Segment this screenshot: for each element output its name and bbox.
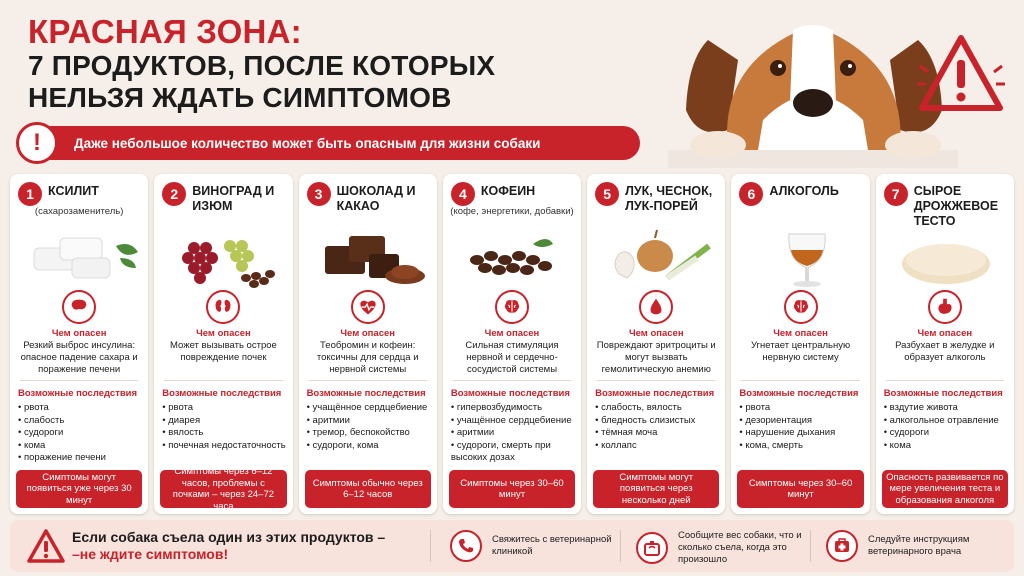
consequence-item: • поражение печени [18, 452, 144, 465]
why-dangerous-text: Теобромин и кофеин: токсичны для сердца и нервной системы [316, 340, 419, 375]
consequence-item: • почечная недостаточность [162, 440, 288, 453]
why-dangerous-label: Чем опасен [51, 328, 107, 339]
why-dangerous-text: Разбухает в желудке и образует алкоголь [895, 340, 995, 363]
bottom-message-line-1: Если собака съела один из этих продуктов – [72, 529, 386, 545]
card-number: 1 [18, 182, 42, 206]
consequence-item: • гипервозбудимость [451, 402, 577, 415]
consequences-list [162, 402, 288, 452]
divider [20, 380, 138, 381]
product-image [741, 226, 865, 288]
consequences-list [884, 402, 1010, 452]
consequence-item: • алкогольное отравление [884, 415, 1010, 428]
product-name: ШОКОЛАД И КАКАО [336, 184, 416, 213]
action-report-info [636, 530, 808, 566]
symptoms-footer: Симптомы через 6–12 часов, проблемы с почками – через 24–72 часа [160, 470, 286, 508]
title-line-1: КРАСНАЯ ЗОНА: [28, 13, 302, 50]
symptoms-footer: Симптомы через 30–60 минут [449, 470, 575, 508]
product-name: ВИНОГРАД И ИЗЮМ [192, 184, 275, 213]
kidney-icon [206, 290, 240, 324]
product-card [154, 174, 292, 514]
consequence-item: • кома [18, 440, 144, 453]
consequences-label: Возможные последствия [595, 388, 715, 399]
consequence-item: • нарушение дыхания [739, 427, 865, 440]
consequence-item: • рвота [162, 402, 288, 415]
symptoms-footer: Симптомы обычно через 6–12 часов [305, 470, 431, 508]
consequences-list [18, 402, 144, 465]
product-image [20, 226, 144, 288]
divider [430, 530, 431, 562]
title-line-2: 7 ПРОДУКТОВ, ПОСЛЕ КОТОРЫХ [28, 50, 496, 81]
consequence-item: • тёмная моча [595, 427, 721, 440]
consequence-item: • коллапс [595, 440, 721, 453]
product-subtitle: (сахарозаменитель) [34, 206, 124, 217]
product-card [731, 174, 869, 514]
consequence-item: • аритмии [307, 415, 433, 428]
product-cards [10, 174, 1014, 514]
product-card [299, 174, 437, 514]
why-dangerous-label: Чем опасен [484, 328, 540, 339]
action-text: Следуйте инструкциям ветеринарного врача [868, 534, 970, 557]
card-number: 6 [739, 182, 763, 206]
phone-icon [450, 530, 482, 562]
why-dangerous-text: Может вызывать острое повреждение почек [170, 340, 277, 363]
warning-banner-text: Даже небольшое количество может быть опасным для жизни собаки [74, 135, 541, 151]
page-title [28, 14, 495, 114]
divider [309, 380, 427, 381]
action-text: Сообщите вес собаки, что и сколько съела, когда это произошло [678, 530, 802, 565]
consequences-list [307, 402, 433, 452]
bottom-message-line-2: –не ждите симптомов! [72, 546, 229, 562]
product-image [309, 226, 433, 288]
dog-illustration [668, 0, 958, 168]
stomach-icon [928, 290, 962, 324]
liver-icon [62, 290, 96, 324]
card-number: 4 [451, 182, 475, 206]
consequences-label: Возможные последствия [739, 388, 859, 399]
title-line-3: НЕЛЬЗЯ ЖДАТЬ СИМПТОМОВ [28, 82, 452, 113]
blood-drop-icon [639, 290, 673, 324]
why-dangerous-label: Чем опасен [628, 328, 684, 339]
card-number: 7 [884, 182, 908, 206]
symptoms-footer: Симптомы могут появиться уже через 30 минут [16, 470, 142, 508]
divider [164, 380, 282, 381]
why-dangerous-label: Чем опасен [340, 328, 396, 339]
product-image [886, 226, 1010, 288]
card-number: 3 [307, 182, 331, 206]
consequence-item: • рвота [739, 402, 865, 415]
consequences-label: Возможные последствия [18, 388, 138, 399]
warning-triangle-icon [916, 32, 1006, 116]
product-subtitle: (кофе, энергетики, добавки) [450, 206, 574, 217]
consequence-item: • аритмии [451, 427, 577, 440]
divider [810, 530, 811, 562]
action-call-clinic [450, 530, 622, 562]
symptoms-footer: Опасность развивается по мере увеличения теста и образования алкоголя [882, 470, 1008, 508]
consequence-item: • судороги [18, 427, 144, 440]
first-aid-icon [826, 530, 858, 562]
consequence-item: • учащённое сердцебиение [451, 415, 577, 428]
action-follow-instructions [826, 530, 998, 562]
why-dangerous-text: Сильная стимуляция нервной и сердечно-сосудистой системы [465, 340, 559, 375]
warning-banner [18, 126, 640, 160]
bottom-bar [10, 520, 1014, 572]
consequence-item: • слабость [18, 415, 144, 428]
consequence-item: • дезориентация [739, 415, 865, 428]
divider [620, 530, 621, 562]
symptoms-footer: Симптомы через 30–60 минут [737, 470, 863, 508]
symptoms-footer: Симптомы могут появиться через несколько дней [593, 470, 719, 508]
warning-triangle-icon [26, 528, 66, 564]
product-card [876, 174, 1014, 514]
consequence-item: • учащённое сердцебиение [307, 402, 433, 415]
consequence-item: • вздутие живота [884, 402, 1010, 415]
product-name: СЫРОЕ ДРОЖЖЕВОЕ ТЕСТО [913, 184, 999, 228]
consequence-item: • судороги, кома [307, 440, 433, 453]
divider [886, 380, 1004, 381]
scale-icon [636, 532, 668, 564]
product-card [587, 174, 725, 514]
heart-pulse-icon [351, 290, 385, 324]
product-card [10, 174, 148, 514]
card-number: 2 [162, 182, 186, 206]
why-dangerous-text: Повреждают эритроциты и могут вызвать гемолитическую анемию [596, 340, 716, 375]
consequence-item: • тремор, беспокойство [307, 427, 433, 440]
product-image [164, 226, 288, 288]
consequences-label: Возможные последствия [162, 388, 282, 399]
product-name: ЛУК, ЧЕСНОК, ЛУК-ПОРЕЙ [625, 184, 713, 213]
consequence-item: • кома, смерть [739, 440, 865, 453]
consequence-item: • судороги [884, 427, 1010, 440]
why-dangerous-text: Резкий выброс инсулина: опасное падение сахара и поражение печени [20, 340, 138, 375]
consequence-item: • судороги, смерть при высоких дозах [451, 440, 577, 465]
product-image [453, 226, 577, 288]
brain-icon [495, 290, 529, 324]
exclamation-icon: ! [16, 122, 58, 164]
product-name: АЛКОГОЛЬ [769, 184, 839, 198]
action-text: Свяжитесь с ветеринарной клиникой [492, 534, 612, 557]
bottom-message [72, 529, 385, 563]
divider [741, 380, 859, 381]
consequence-item: • бледность слизистых [595, 415, 721, 428]
consequences-label: Возможные последствия [450, 388, 570, 399]
consequence-item: • рвота [18, 402, 144, 415]
why-dangerous-label: Чем опасен [773, 328, 828, 339]
why-dangerous-label: Чем опасен [917, 328, 973, 339]
consequence-item: • вялость [162, 427, 288, 440]
consequences-list [451, 402, 577, 465]
brain-icon [784, 290, 818, 324]
why-dangerous-text: Угнетает центральную нервную систему [750, 340, 851, 363]
divider [597, 380, 715, 381]
product-card [443, 174, 581, 514]
card-number: 5 [595, 182, 619, 206]
consequence-item: • диарея [162, 415, 288, 428]
why-dangerous-label: Чем опасен [196, 328, 251, 339]
consequences-list [739, 402, 865, 452]
consequences-label: Возможные последствия [883, 388, 1003, 399]
consequence-item: • кома [884, 440, 1010, 453]
consequences-label: Возможные последствия [306, 388, 426, 399]
divider [453, 380, 571, 381]
consequence-item: • слабость, вялость [595, 402, 721, 415]
product-image [597, 226, 721, 288]
product-name: КСИЛИТ [48, 184, 99, 198]
consequences-list [595, 402, 721, 452]
product-name: КОФЕИН [480, 184, 536, 198]
